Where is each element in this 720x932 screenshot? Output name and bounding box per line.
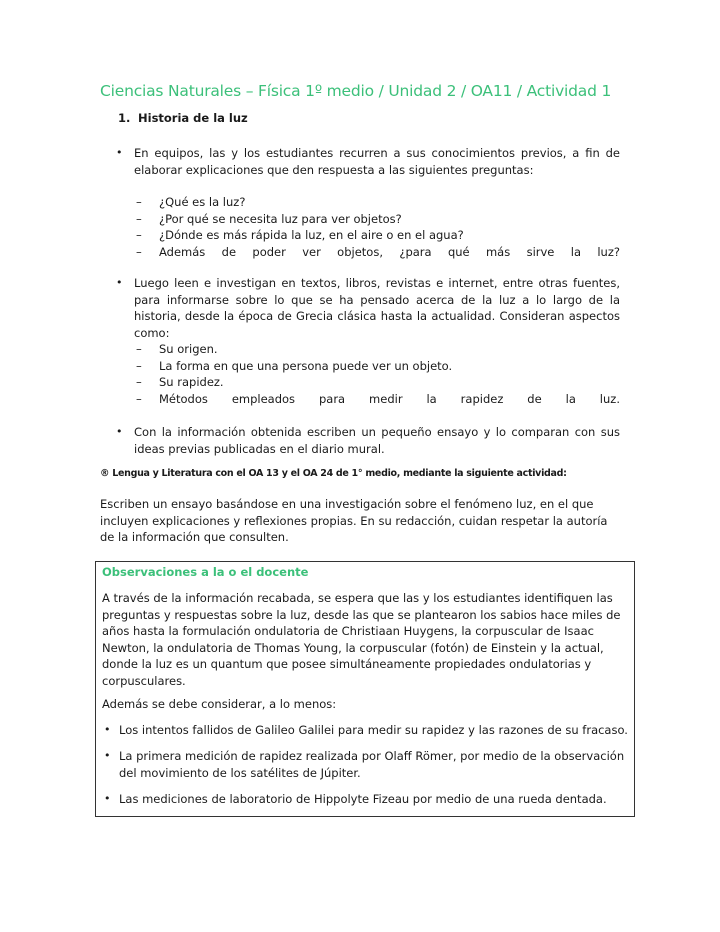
dash-icon: – xyxy=(136,342,142,356)
bullet-text: Luego leen e investigan en textos, libros, revistas e internet, entre otras fuentes, para informarse sobre lo que se ha pensado acerca de la luz a lo largo de la historia, desde la época de Grecia clásica hasta la actualidad. Consideran aspectos como: xyxy=(134,276,620,340)
dash-icon: – xyxy=(136,195,142,209)
section-heading xyxy=(118,111,248,125)
box-intro: Además se debe considerar, a lo menos: xyxy=(102,697,337,711)
bullet-text: Con la información obtenida escriben un pequeño ensayo y lo comparan con sus ideas previas publicadas en el diario mural. xyxy=(134,425,620,456)
dash-icon: – xyxy=(136,228,142,242)
dash-icon: – xyxy=(136,358,142,373)
bullet-icon: • xyxy=(104,792,111,805)
dash-icon: – xyxy=(136,391,142,406)
essay-paragraph: Escriben un ensayo basándose en una investigación sobre el fenómeno luz, en el que incluyen explicaciones y reflexiones propias. En su redacción, cuidan respetar la autoría de la información que consulten. xyxy=(100,497,608,544)
box-list-item: • Los intentos fallidos de Galileo Galilei para medir su rapidez y las razones de su fracaso. xyxy=(104,723,628,737)
box-paragraph: A través de la información recabada, se espera que las y los estudiantes identifiquen las preguntas y respuestas sobre la luz, desde las que se plantearon los sabios hace miles de años hasta la formulación ondulatoria de Christiaan Huygens, la corpuscular de Isaac Newton, la ondulatoria de Thomas Young, la corpuscular (fotón) de Einstein y la actual, donde la luz es un quantum que posee simultáneamente propiedades ondulatorias y corpusculares. xyxy=(102,591,621,688)
bullet-icon: • xyxy=(116,276,123,289)
box-title: Observaciones a la o el docente xyxy=(102,565,309,579)
bullet-icon: • xyxy=(104,723,111,736)
bullet-item xyxy=(116,145,620,178)
list-item: – Además de poder ver objetos, ¿para qué más sirve la luz? xyxy=(136,244,620,259)
bullet-icon: • xyxy=(116,146,123,159)
dash-icon: – xyxy=(136,211,142,226)
box-list-item: • Las mediciones de laboratorio de Hippolyte Fizeau por medio de una rueda dentada. xyxy=(104,792,607,806)
page-title-breadcrumb: Ciencias Naturales – Física 1º medio / Unidad 2 / OA11 / Actividad 1 xyxy=(100,82,612,100)
list-item: – ¿Dónde es más rápida la luz, en el aire o en el agua? xyxy=(136,228,464,242)
box-list-item: • La primera medición de rapidez realizada por Olaff Römer, por medio de la observación del movimiento de los satélites de Júpiter. xyxy=(104,749,625,780)
bullet-icon: • xyxy=(104,749,111,762)
list-item: – ¿Qué es la luz? xyxy=(136,195,246,209)
list-item: – Su rapidez. xyxy=(136,375,224,389)
dash-icon: – xyxy=(136,244,142,259)
aspect-list xyxy=(136,341,620,407)
bullet-icon: • xyxy=(116,425,123,438)
cross-reference: ® Lengua y Literatura con el OA 13 y el OA 24 de 1° medio, mediante la siguiente actividad: xyxy=(100,468,567,479)
bullet-item xyxy=(116,424,620,457)
list-item: – Su origen. xyxy=(136,342,218,356)
bullet-item xyxy=(116,275,620,341)
list-item: – Métodos empleados para medir la rapidez de la luz. xyxy=(136,391,620,406)
section-number: 1. xyxy=(118,111,131,125)
teacher-observations-box xyxy=(95,561,635,817)
bullet-text: En equipos, las y los estudiantes recurren a sus conocimientos previos, a fin de elaborar explicaciones que den respuesta a las siguientes preguntas: xyxy=(134,146,620,177)
list-item: – ¿Por qué se necesita luz para ver objetos? xyxy=(136,211,402,226)
question-list xyxy=(136,194,620,260)
list-item: – La forma en que una persona puede ver un objeto. xyxy=(136,358,453,373)
dash-icon: – xyxy=(136,375,142,389)
section-title: Historia de la luz xyxy=(138,111,248,125)
